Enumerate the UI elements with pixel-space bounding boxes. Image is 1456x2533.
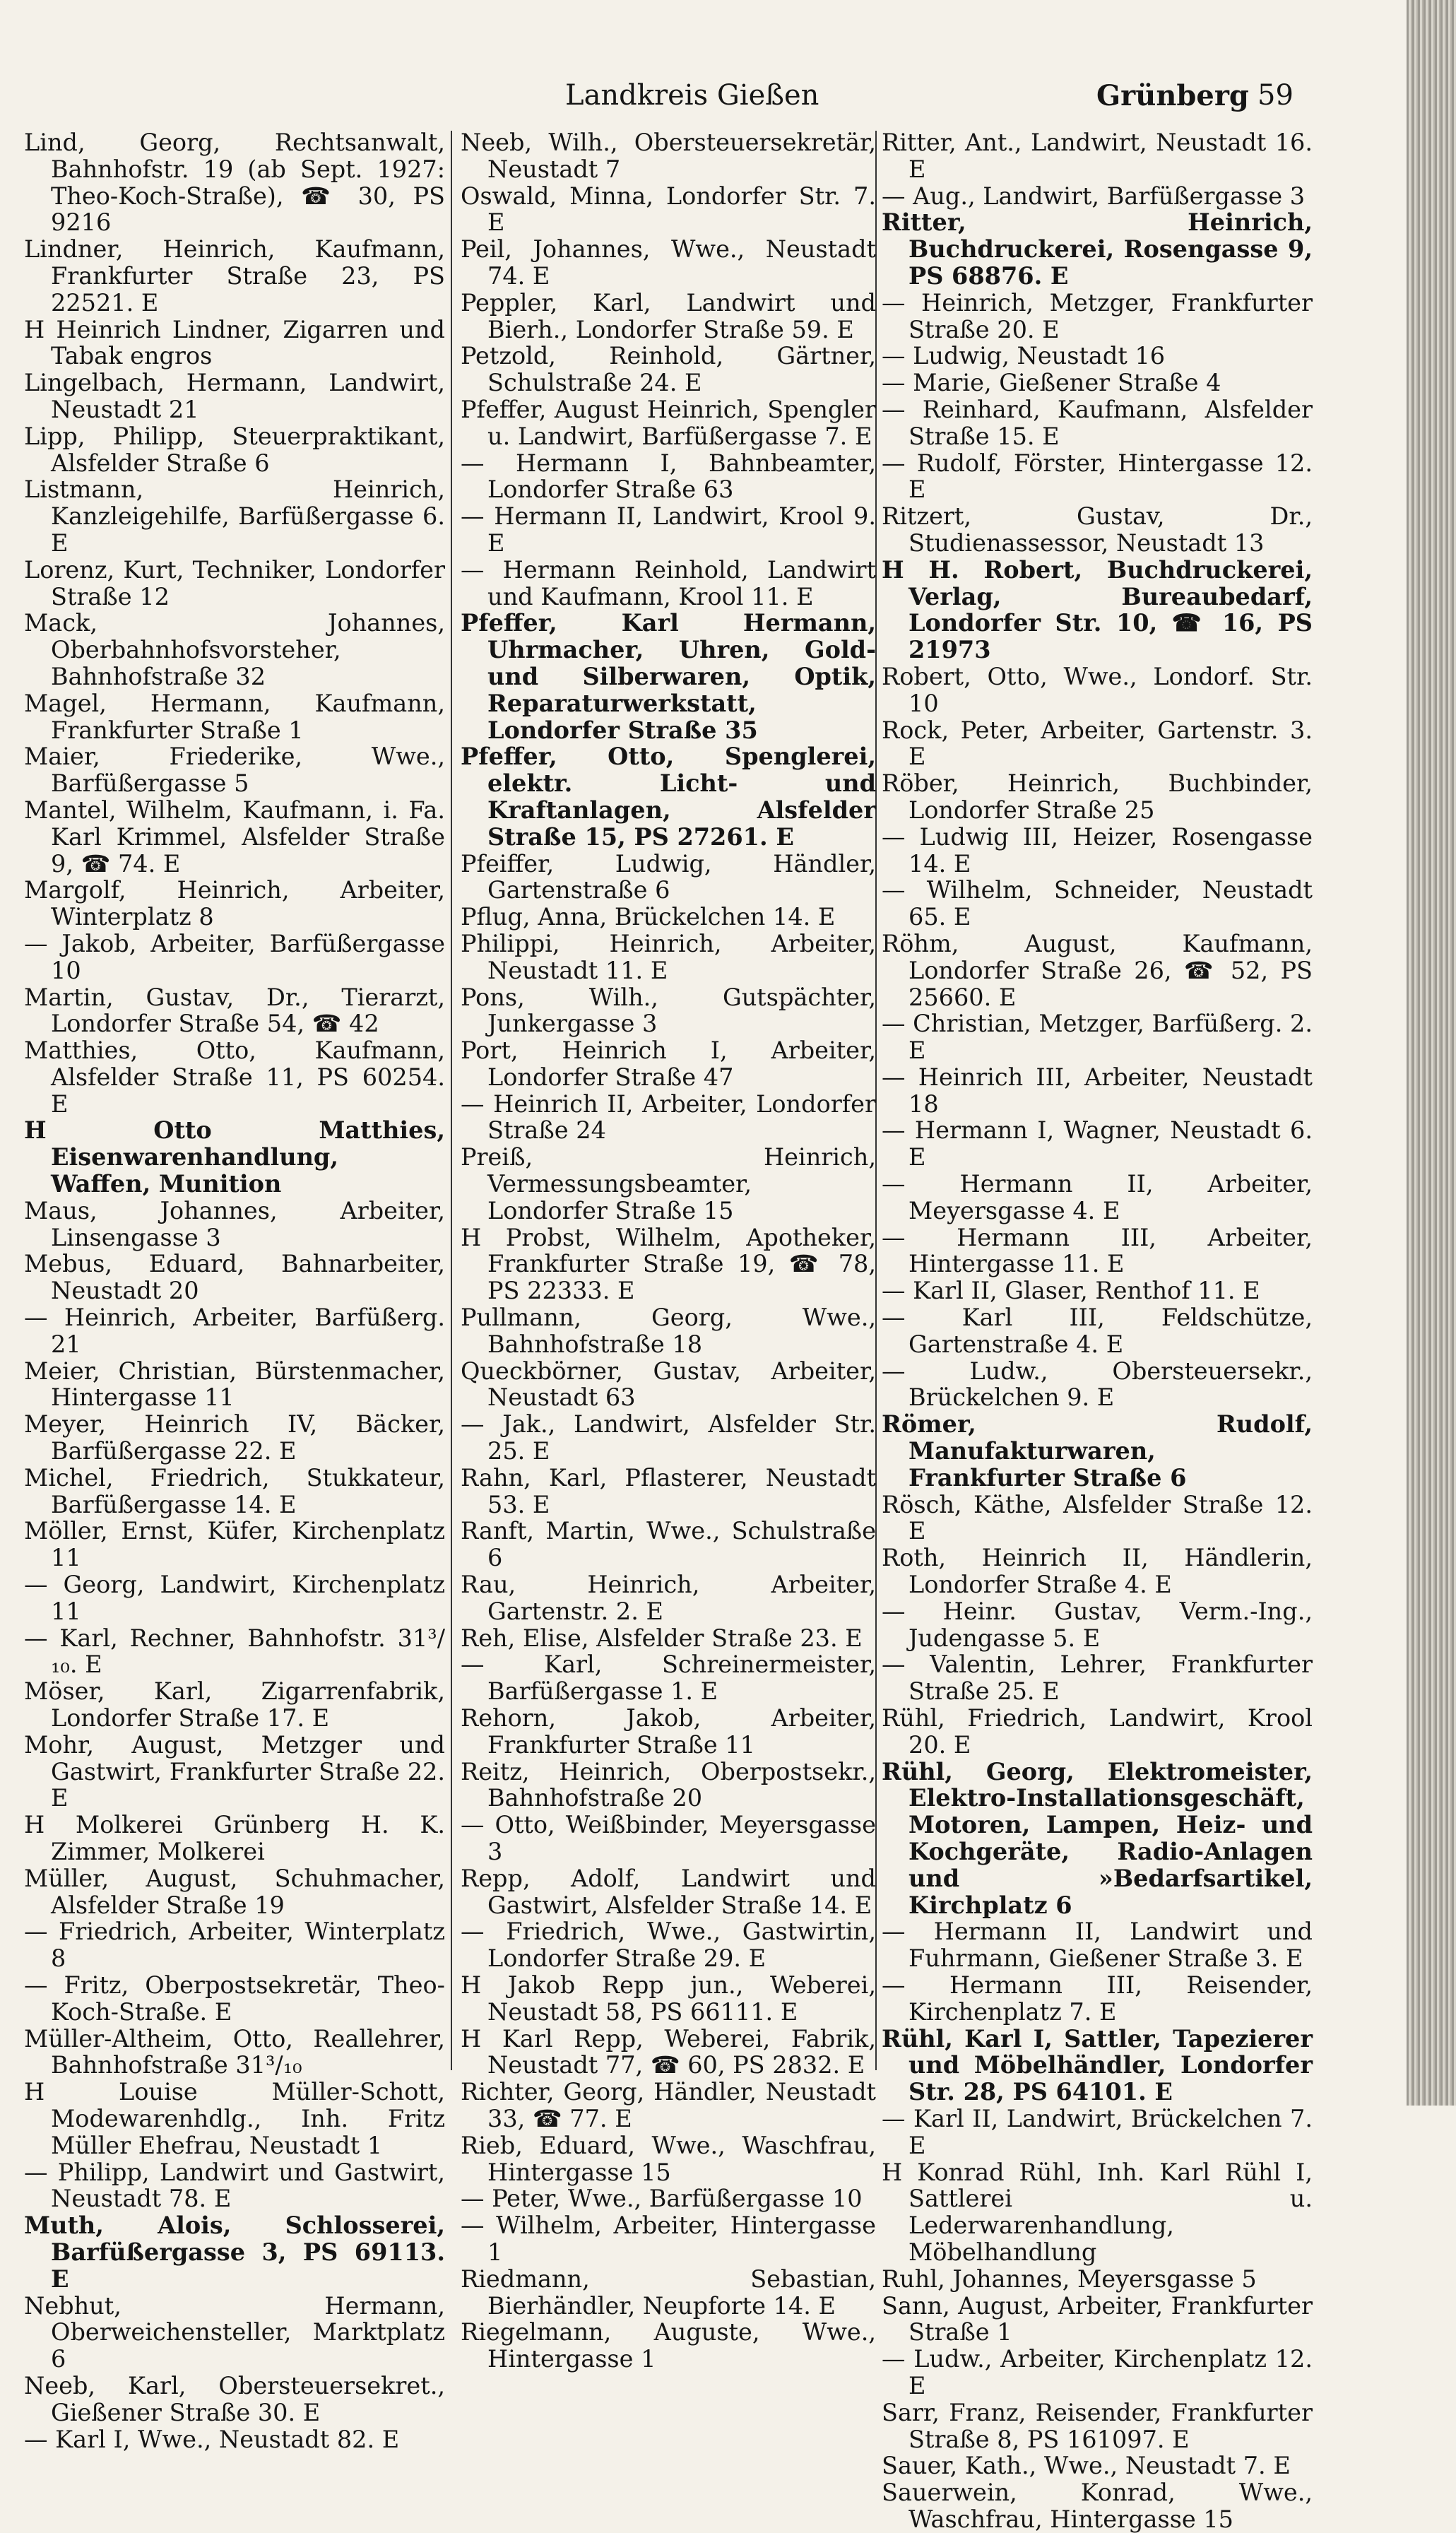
directory-entry: — Aug., Landwirt, Barfüßergasse 3 — [882, 182, 1306, 210]
directory-entry: — Marie, Gießener Straße 4 — [882, 369, 1221, 397]
directory-entry: Lipp, Philipp, Steuerpraktikant, Alsfelder Straße 6 — [24, 422, 445, 477]
directory-entry: — Hermann III, Arbeiter, Hintergasse 11. E — [882, 1223, 1313, 1278]
directory-entry: — Wilhelm, Arbeiter, Hintergasse 1 — [461, 2212, 876, 2266]
directory-entry: Richter, Georg, Händler, Neustadt 33, ☎ 77. E — [461, 2078, 876, 2132]
directory-entry: — Peter, Wwe., Barfüßergasse 10 — [461, 2185, 863, 2213]
directory-entry: Lindner, Heinrich, Kaufmann, Frankfurter Straße 23, PS 22521. E — [24, 235, 445, 317]
directory-entry: Sauerwein, Konrad, Wwe., Waschfrau, Hintergasse 15 — [882, 2479, 1313, 2533]
directory-column-1 — [24, 129, 445, 2452]
directory-entry: Rühl, Karl I, Sattler, Tapezierer und Möbelhändler, Londorfer Str. 28, PS 64101. E — [882, 2024, 1313, 2106]
directory-entry: H Probst, Wilhelm, Apotheker, Frankfurter Straße 19, ☎ 78, PS 22333. E — [461, 1223, 876, 1305]
directory-entry: Pullmann, Georg, Wwe., Bahnhofstraße 18 — [461, 1304, 876, 1358]
directory-entry: Rühl, Georg, Elektromeister, Elektro-Installationsgeschäft, Motoren, Lampen, Heiz- und Kochgeräte, Radio-Anlagen und »Bedarfsartikel, Kirchplatz 6 — [882, 1757, 1313, 1919]
directory-entry: — Georg, Landwirt, Kirchenplatz 11 — [24, 1571, 445, 1625]
directory-entry: H Otto Matthies, Eisenwarenhandlung, Waffen, Munition — [24, 1116, 445, 1198]
directory-entry: Möller, Ernst, Küfer, Kirchenplatz 11 — [24, 1517, 445, 1572]
directory-entry: Queckbörner, Gustav, Arbeiter, Neustadt 63 — [461, 1357, 876, 1412]
directory-entry: — Ludw., Arbeiter, Kirchenplatz 12. E — [882, 2345, 1313, 2399]
directory-entry: — Karl I, Wwe., Neustadt 82. E — [24, 2425, 400, 2453]
directory-entry: — Karl III, Feldschütze, Gartenstraße 4. E — [882, 1304, 1313, 1358]
directory-entry: Philippi, Heinrich, Arbeiter, Neustadt 11. E — [461, 929, 876, 984]
page-header — [28, 79, 1293, 122]
directory-entry: Roth, Heinrich II, Händlerin, Londorfer Straße 4. E — [882, 1544, 1313, 1599]
directory-entry: Sarr, Franz, Reisender, Frankfurter Straße 8, PS 161097. E — [882, 2398, 1313, 2453]
directory-entry: — Ludwig, Neustadt 16 — [882, 342, 1166, 370]
directory-entry: Reh, Elise, Alsfelder Straße 23. E — [461, 1624, 863, 1652]
directory-entry: — Heinrich, Arbeiter, Barfüßerg. 21 — [24, 1304, 445, 1358]
directory-entry: Möser, Karl, Zigarrenfabrik, Londorfer Straße 17. E — [24, 1677, 445, 1732]
directory-entry: H Karl Repp, Weberei, Fabrik, Neustadt 77, ☎ 60, PS 2832. E — [461, 2024, 876, 2079]
directory-entry: Robert, Otto, Wwe., Londorf. Str. 10 — [882, 662, 1313, 717]
directory-entry: Peppler, Karl, Landwirt und Bierh., Londorfer Straße 59. E — [461, 288, 876, 343]
directory-entry: Römer, Rudolf, Manufakturwaren, Frankfurter Straße 6 — [882, 1410, 1313, 1492]
directory-entry: Ritter, Heinrich, Buchdruckerei, Rosengasse 9, PS 68876. E — [882, 208, 1313, 290]
directory-entry: — Ludw., Obersteuersekr., Brückelchen 9. E — [882, 1357, 1313, 1412]
directory-entry: — Wilhelm, Schneider, Neustadt 65. E — [882, 876, 1313, 931]
directory-entry: Lorenz, Kurt, Techniker, Londorfer Straße 12 — [24, 555, 445, 610]
directory-entry: Sauer, Kath., Wwe., Neustadt 7. E — [882, 2452, 1291, 2480]
directory-entry: — Hermann II, Landwirt und Fuhrmann, Gießener Straße 3. E — [882, 1918, 1313, 1973]
directory-entry: Rahn, Karl, Pflasterer, Neustadt 53. E — [461, 1463, 876, 1518]
directory-entry: Rehorn, Jakob, Arbeiter, Frankfurter Straße 11 — [461, 1704, 876, 1759]
directory-entry: — Friedrich, Wwe., Gastwirtin, Londorfer Straße 29. E — [461, 1918, 876, 1973]
directory-entry: Meier, Christian, Bürstenmacher, Hintergasse 11 — [24, 1357, 445, 1412]
directory-entry: Ritzert, Gustav, Dr., Studienassessor, Neustadt 13 — [882, 502, 1313, 557]
directory-entry: H Jakob Repp jun., Weberei, Neustadt 58, PS 66111. E — [461, 1971, 876, 2026]
directory-entry: Mohr, August, Metzger und Gastwirt, Frankfurter Straße 22. E — [24, 1730, 445, 1812]
directory-entry: Pfeffer, August Heinrich, Spengler u. Landwirt, Barfüßergasse 7. E — [461, 395, 876, 450]
directory-entry: Reitz, Heinrich, Oberpostsekr., Bahnhofstraße 20 — [461, 1757, 876, 1812]
directory-column-3 — [882, 129, 1313, 2533]
directory-entry: — Hermann III, Reisender, Kirchenplatz 7. E — [882, 1971, 1313, 2026]
directory-entry: Pfeiffer, Ludwig, Händler, Gartenstraße 6 — [461, 849, 876, 904]
directory-entry: — Heinrich III, Arbeiter, Neustadt 18 — [882, 1063, 1313, 1118]
directory-entry: Michel, Friedrich, Stukkateur, Barfüßergasse 14. E — [24, 1463, 445, 1518]
directory-entry: — Hermann II, Landwirt, Krool 9. E — [461, 502, 876, 557]
directory-entry: H Louise Müller-Schott, Modewarenhdlg., Inh. Fritz Müller Ehefrau, Neustadt 1 — [24, 2078, 445, 2159]
directory-entry: — Hermann I, Bahnbeamter, Londorfer Straße 63 — [461, 449, 876, 504]
directory-entry: — Christian, Metzger, Barfüßerg. 2. E — [882, 1010, 1313, 1065]
directory-entry: Pflug, Anna, Brückelchen 14. E — [461, 903, 836, 931]
directory-entry: Pfeffer, Karl Hermann, Uhrmacher, Uhren, Gold- und Silberwaren, Optik, Reparaturwerkstatt, Londorfer Straße 35 — [461, 609, 876, 744]
directory-entry: Ruhl, Johannes, Meyersgasse 5 — [882, 2265, 1257, 2293]
directory-entry: Lingelbach, Hermann, Landwirt, Neustadt 21 — [24, 369, 445, 423]
directory-entry: Ritter, Ant., Landwirt, Neustadt 16. E — [882, 129, 1313, 183]
directory-entry: Neeb, Wilh., Obersteuersekretär, Neustadt 7 — [461, 129, 876, 183]
directory-entry: Lind, Georg, Rechtsanwalt, Bahnhofstr. 19 (ab Sept. 1927: Theo-Koch-Straße), ☎ 30, PS 9216 — [24, 129, 445, 237]
directory-entry: Riegelmann, Auguste, Wwe., Hintergasse 1 — [461, 2318, 876, 2373]
directory-entry: — Karl II, Landwirt, Brückelchen 7. E — [882, 2104, 1313, 2159]
page-number: 59 — [1257, 79, 1294, 112]
directory-entry: Nebhut, Hermann, Oberweichensteller, Marktplatz 6 — [24, 2291, 445, 2373]
directory-entry: — Hermann II, Arbeiter, Meyersgasse 4. E — [882, 1170, 1313, 1224]
directory-entry: Port, Heinrich I, Arbeiter, Londorfer Straße 47 — [461, 1037, 876, 1091]
directory-entry: Pons, Wilh., Gutspächter, Junkergasse 3 — [461, 983, 876, 1038]
directory-entry: Maus, Johannes, Arbeiter, Linsengasse 3 — [24, 1196, 445, 1251]
directory-entry: — Philipp, Landwirt und Gastwirt, Neustadt 78. E — [24, 2158, 445, 2213]
directory-entry: — Karl, Rechner, Bahnhofstr. 31³/₁₀. E — [24, 1624, 445, 1679]
directory-entry: Rock, Peter, Arbeiter, Gartenstr. 3. E — [882, 716, 1313, 771]
directory-entry: — Fritz, Oberpostsekretär, Theo-Koch-Straße. E — [24, 1971, 445, 2026]
directory-entry: H Heinrich Lindner, Zigarren und Tabak engros — [24, 315, 445, 370]
directory-entry: — Karl II, Glaser, Renthof 11. E — [882, 1277, 1260, 1305]
directory-column-2 — [461, 129, 876, 2373]
directory-entry: — Heinrich, Metzger, Frankfurter Straße 20. E — [882, 288, 1313, 343]
directory-entry: Mantel, Wilhelm, Kaufmann, i. Fa. Karl Krimmel, Alsfelder Straße 9, ☎ 74. E — [24, 796, 445, 878]
header-place-name: Grünberg — [1096, 79, 1249, 112]
directory-entry: Neeb, Karl, Obersteuersekret., Gießener Straße 30. E — [24, 2371, 445, 2426]
directory-entry: — Hermann Reinhold, Landwirt und Kaufmann, Krool 11. E — [461, 555, 876, 610]
directory-entry: Petzold, Reinhold, Gärtner, Schulstraße 24. E — [461, 342, 876, 397]
directory-entry: — Heinr. Gustav, Verm.-Ing., Judengasse 5. E — [882, 1597, 1313, 1652]
page-edge-shadow — [1407, 0, 1456, 2106]
directory-entry: Martin, Gustav, Dr., Tierarzt, Londorfer Straße 54, ☎ 42 — [24, 983, 445, 1038]
directory-entry: — Rudolf, Förster, Hintergasse 12. E — [882, 449, 1313, 504]
directory-entry: Magel, Hermann, Kaufmann, Frankfurter Straße 1 — [24, 689, 445, 744]
directory-entry: Riedmann, Sebastian, Bierhändler, Neupforte 14. E — [461, 2265, 876, 2320]
directory-entry: Listmann, Heinrich, Kanzleigehilfe, Barfüßergasse 6. E — [24, 476, 445, 557]
directory-entry: — Valentin, Lehrer, Frankfurter Straße 25. E — [882, 1651, 1313, 1706]
directory-entry: Repp, Adolf, Landwirt und Gastwirt, Alsfelder Straße 14. E — [461, 1864, 876, 1919]
directory-entry: — Reinhard, Kaufmann, Alsfelder Straße 15. E — [882, 395, 1313, 450]
directory-entry: H Molkerei Grünberg H. K. Zimmer, Molkerei — [24, 1811, 445, 1865]
directory-entry: — Jak., Landwirt, Alsfelder Str. 25. E — [461, 1410, 876, 1465]
directory-entry: Müller-Altheim, Otto, Reallehrer, Bahnhofstraße 31³/₁₀ — [24, 2024, 445, 2079]
directory-entry: Rösch, Käthe, Alsfelder Straße 12. E — [882, 1490, 1313, 1545]
directory-entry: Mebus, Eduard, Bahnarbeiter, Neustadt 20 — [24, 1250, 445, 1305]
directory-entry: Peil, Johannes, Wwe., Neustadt 74. E — [461, 235, 876, 290]
directory-entry: — Otto, Weißbinder, Meyersgasse 3 — [461, 1811, 876, 1865]
directory-entry: Margolf, Heinrich, Arbeiter, Winterplatz 8 — [24, 876, 445, 931]
directory-entry: Röber, Heinrich, Buchbinder, Londorfer Straße 25 — [882, 769, 1313, 824]
directory-entry: Oswald, Minna, Londorfer Str. 7. E — [461, 182, 876, 237]
directory-entry: Pfeffer, Otto, Spenglerei, elektr. Licht- und Kraftanlagen, Alsfelder Straße 15, PS 27261. E — [461, 743, 876, 851]
directory-entry: Meyer, Heinrich IV, Bäcker, Barfüßergasse 22. E — [24, 1410, 445, 1465]
directory-entry: Muth, Alois, Schlosserei, Barfüßergasse 3, PS 69113. E — [24, 2212, 445, 2293]
directory-entry: Matthies, Otto, Kaufmann, Alsfelder Straße 11, PS 60254. E — [24, 1037, 445, 1118]
directory-entry: Müller, August, Schuhmacher, Alsfelder Straße 19 — [24, 1864, 445, 1919]
column-divider — [451, 131, 452, 2070]
directory-entry: — Friedrich, Arbeiter, Winterplatz 8 — [24, 1918, 445, 1973]
directory-entry: — Jakob, Arbeiter, Barfüßergasse 10 — [24, 929, 445, 984]
directory-entry: Röhm, August, Kaufmann, Londorfer Straße 26, ☎ 52, PS 25660. E — [882, 929, 1313, 1011]
header-region-title: Landkreis Gießen — [565, 79, 819, 112]
directory-entry: Rieb, Eduard, Wwe., Waschfrau, Hintergasse 15 — [461, 2131, 876, 2186]
directory-entry: — Heinrich II, Arbeiter, Londorfer Straße 24 — [461, 1090, 876, 1145]
directory-entry: Mack, Johannes, Oberbahnhofsvorsteher, Bahnhofstraße 32 — [24, 609, 445, 690]
directory-entry: — Hermann I, Wagner, Neustadt 6. E — [882, 1116, 1313, 1171]
directory-entry: H Konrad Rühl, Inh. Karl Rühl I, Sattlerei u. Lederwarenhandlung, Möbelhandlung — [882, 2158, 1313, 2266]
directory-entry: — Karl, Schreinermeister, Barfüßergasse 1. E — [461, 1651, 876, 1706]
directory-entry: Ranft, Martin, Wwe., Schulstraße 6 — [461, 1517, 876, 1572]
directory-entry: Rühl, Friedrich, Landwirt, Krool 20. E — [882, 1704, 1313, 1759]
directory-entry: Maier, Friederike, Wwe., Barfüßergasse 5 — [24, 743, 445, 798]
directory-entry: H H. Robert, Buchdruckerei, Verlag, Bureaubedarf, Londorfer Str. 10, ☎ 16, PS 21973 — [882, 555, 1313, 664]
directory-entry: Sann, August, Arbeiter, Frankfurter Straße 1 — [882, 2291, 1313, 2346]
directory-entry: Preiß, Heinrich, Vermessungsbeamter, Londorfer Straße 15 — [461, 1143, 876, 1224]
directory-entry: — Ludwig III, Heizer, Rosengasse 14. E — [882, 822, 1313, 878]
directory-entry: Rau, Heinrich, Arbeiter, Gartenstr. 2. E — [461, 1571, 876, 1625]
